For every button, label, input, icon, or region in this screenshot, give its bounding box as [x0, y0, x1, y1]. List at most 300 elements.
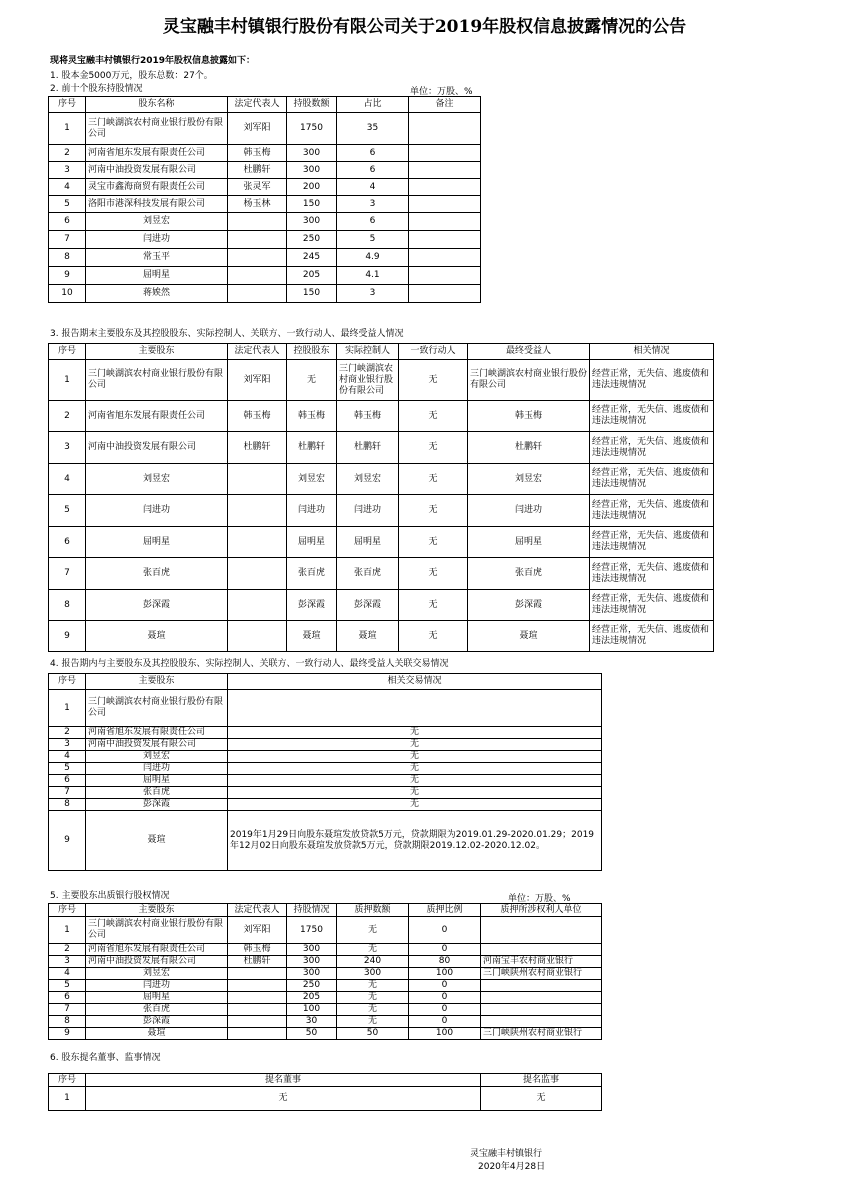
- column-header: 持股数额: [287, 97, 337, 113]
- column-header: 法定代表人: [228, 904, 287, 917]
- table-cell: 无: [337, 1016, 409, 1028]
- table-cell: 刘军阳: [228, 113, 287, 145]
- table-cell: 彭深霞: [468, 590, 590, 621]
- table-cell: 彭深霞: [287, 590, 337, 621]
- table-cell: 1: [49, 360, 86, 401]
- table-cell: 刘昱宏: [287, 464, 337, 495]
- table-cell: 5: [49, 980, 86, 992]
- table-cell: 无: [399, 558, 468, 590]
- table-cell: [409, 285, 481, 303]
- table-cell: 无: [399, 527, 468, 558]
- table-cell: [409, 249, 481, 267]
- table-cell: 刘军阳: [228, 360, 287, 401]
- table-cell: [228, 590, 287, 621]
- table-cell: 无: [228, 727, 602, 739]
- table-cell: 6: [337, 162, 409, 179]
- column-header: 序号: [49, 344, 86, 360]
- table-cell: [228, 1016, 287, 1028]
- table-cell: 杜鹏轩: [228, 956, 287, 968]
- footer-date: 2020年4月28日: [478, 1162, 546, 1172]
- column-header: 相关情况: [590, 344, 714, 360]
- table-cell: 300: [287, 968, 337, 980]
- column-header: 质押数额: [337, 904, 409, 917]
- table-cell: 6: [49, 992, 86, 1004]
- table-cell: 无: [228, 787, 602, 799]
- column-header: 持股情况: [287, 904, 337, 917]
- table-cell: 无: [337, 1004, 409, 1016]
- table-cell: [409, 267, 481, 285]
- section2-title: 2. 前十个股东持股情况: [50, 84, 143, 94]
- table-cell: [409, 162, 481, 179]
- table-cell: 三门峡湖滨农村商业银行股份有限公司: [86, 917, 228, 944]
- table-cell: 7: [49, 231, 86, 249]
- table-cell: 7: [49, 1004, 86, 1016]
- table-cell: 无: [399, 621, 468, 652]
- table-cell: 洛阳市港深科技发展有限公司: [86, 196, 228, 213]
- table-cell: 彭深霞: [86, 799, 228, 811]
- table-row: [49, 727, 602, 739]
- table-cell: 100: [287, 1004, 337, 1016]
- table-cell: [228, 249, 287, 267]
- table-cell: 300: [287, 956, 337, 968]
- table-cell: [481, 980, 602, 992]
- table-row: [49, 249, 481, 267]
- intro-text: 现将灵宝融丰村镇银行2019年股权信息披露如下：: [50, 56, 256, 66]
- table-cell: 6: [337, 213, 409, 231]
- table-cell: 30: [287, 1016, 337, 1028]
- table-cell: 闫进功: [337, 495, 399, 527]
- table-cell: 屈明星: [86, 992, 228, 1004]
- table-cell: 50: [337, 1028, 409, 1040]
- table-row: [49, 968, 602, 980]
- table-cell: 经营正常，无失信、逃废债和违法违规情况: [590, 558, 714, 590]
- table-cell: [228, 980, 287, 992]
- table-cell: 屈明星: [86, 527, 228, 558]
- table-row: [49, 527, 714, 558]
- column-header: 质押比例: [409, 904, 481, 917]
- table-row: [49, 1028, 602, 1040]
- column-header: 相关交易情况: [228, 674, 602, 690]
- share-capital-text: 1. 股本金5000万元，股东总数：27个。: [50, 71, 213, 81]
- table-cell: 杜鹏轩: [228, 432, 287, 464]
- table-cell: 1: [49, 917, 86, 944]
- table-cell: 3: [49, 956, 86, 968]
- table-cell: 9: [49, 811, 86, 871]
- table-cell: 经营正常，无失信、逃废债和违法违规情况: [590, 401, 714, 432]
- table-cell: 35: [337, 113, 409, 145]
- table-cell: 无: [287, 360, 337, 401]
- table-row: [49, 432, 714, 464]
- table-cell: 韩玉梅: [337, 401, 399, 432]
- table-cell: 闫进功: [86, 980, 228, 992]
- table-row: [49, 690, 602, 727]
- column-header: 占比: [337, 97, 409, 113]
- table-cell: [409, 196, 481, 213]
- table-cell: [228, 621, 287, 652]
- table-cell: 240: [337, 956, 409, 968]
- table-cell: 150: [287, 196, 337, 213]
- table-row: [49, 775, 602, 787]
- table-row: [49, 231, 481, 249]
- table-cell: 无: [399, 432, 468, 464]
- table-cell: 1: [49, 690, 86, 727]
- table-cell: 韩玉梅: [287, 401, 337, 432]
- table-cell: 无: [228, 751, 602, 763]
- table-cell: 张百虎: [468, 558, 590, 590]
- table-cell: 韩玉梅: [228, 944, 287, 956]
- table-row: [49, 739, 602, 751]
- table-row: [49, 360, 714, 401]
- table-cell: [409, 213, 481, 231]
- section6-title: 6. 股东提名董事、监事情况: [50, 1053, 161, 1063]
- table-cell: 7: [49, 558, 86, 590]
- table-row: [49, 558, 714, 590]
- table-row: [49, 113, 481, 145]
- table-cell: 经营正常，无失信、逃废债和违法违规情况: [590, 432, 714, 464]
- table-row: [49, 1016, 602, 1028]
- table-cell: 9: [49, 621, 86, 652]
- table-cell: 7: [49, 787, 86, 799]
- table-cell: 1: [49, 1087, 86, 1111]
- table-row: [49, 196, 481, 213]
- table-cell: 3: [337, 196, 409, 213]
- table-cell: 2: [49, 401, 86, 432]
- table-cell: 三门峡湖滨农村商业银行股份有限公司: [468, 360, 590, 401]
- column-header: 序号: [49, 674, 86, 690]
- table-cell: 闫进功: [86, 231, 228, 249]
- table-cell: 2: [49, 727, 86, 739]
- table-cell: 张百虎: [287, 558, 337, 590]
- table-cell: 245: [287, 249, 337, 267]
- table-cell: 无: [86, 1087, 481, 1111]
- table-cell: 屈明星: [337, 527, 399, 558]
- table-cell: 河南省旭东发展有限责任公司: [86, 727, 228, 739]
- table-cell: 杜鹏轩: [337, 432, 399, 464]
- table-cell: 经营正常，无失信、逃废债和违法违规情况: [590, 360, 714, 401]
- table-row: [49, 285, 481, 303]
- table-cell: 韩玉梅: [468, 401, 590, 432]
- table-cell: 刘昱宏: [86, 464, 228, 495]
- table-cell: 刘昱宏: [86, 968, 228, 980]
- table-cell: [481, 917, 602, 944]
- table-cell: 无: [399, 401, 468, 432]
- table-cell: 100: [409, 1028, 481, 1040]
- table-row: [49, 401, 714, 432]
- table-cell: [228, 1004, 287, 1016]
- table-cell: [228, 690, 602, 727]
- table-cell: [481, 1004, 602, 1016]
- table-cell: 8: [49, 590, 86, 621]
- table-cell: 0: [409, 992, 481, 1004]
- table-cell: 无: [228, 739, 602, 751]
- table-cell: 300: [287, 145, 337, 162]
- table-row: [49, 267, 481, 285]
- table-cell: 刘军阳: [228, 917, 287, 944]
- table-cell: [228, 495, 287, 527]
- table-cell: 蒋娭然: [86, 285, 228, 303]
- table-cell: 80: [409, 956, 481, 968]
- table-row: [49, 464, 714, 495]
- table-cell: [481, 992, 602, 1004]
- table-cell: 无: [337, 917, 409, 944]
- table-cell: 河南中油投资发展有限公司: [86, 956, 228, 968]
- table-cell: 150: [287, 285, 337, 303]
- table-cell: 屈明星: [86, 267, 228, 285]
- table-row: [49, 145, 481, 162]
- nomination-table: [48, 1073, 602, 1111]
- table-cell: 9: [49, 1028, 86, 1040]
- table-row: [49, 162, 481, 179]
- table-cell: 杜鹏轩: [287, 432, 337, 464]
- table-cell: 刘昱宏: [86, 751, 228, 763]
- table-cell: 0: [409, 1016, 481, 1028]
- table-cell: 205: [287, 267, 337, 285]
- table-cell: [409, 179, 481, 196]
- column-header: 控股股东: [287, 344, 337, 360]
- column-header: 质押所涉权利人单位: [481, 904, 602, 917]
- section4-title: 4. 报告期内与主要股东及其控股股东、实际控制人、关联方、一致行动人、最终受益人关联交易情况: [50, 659, 449, 669]
- table-cell: 8: [49, 799, 86, 811]
- section2-unit: 单位：万股、%: [410, 87, 473, 97]
- table-cell: 闫进功: [86, 763, 228, 775]
- table-cell: 三门峡湖滨农村商业银行股份有限公司: [86, 113, 228, 145]
- table-cell: [228, 992, 287, 1004]
- pledge-table: [48, 903, 602, 1040]
- table-cell: 经营正常，无失信、逃废债和违法违规情况: [590, 590, 714, 621]
- table-cell: 100: [409, 968, 481, 980]
- table-row: [49, 799, 602, 811]
- table-row: [49, 763, 602, 775]
- column-header: 备注: [409, 97, 481, 113]
- table-cell: 刘昱宏: [337, 464, 399, 495]
- table-cell: 闫进功: [468, 495, 590, 527]
- table-cell: 4: [49, 968, 86, 980]
- table-cell: 300: [287, 213, 337, 231]
- column-header: 最终受益人: [468, 344, 590, 360]
- table-cell: 河南省旭东发展有限责任公司: [86, 944, 228, 956]
- table-row: [49, 1004, 602, 1016]
- table-cell: 聂瑄: [468, 621, 590, 652]
- table-cell: 河南中油投资发展有限公司: [86, 432, 228, 464]
- table-cell: 无: [337, 944, 409, 956]
- table-cell: 200: [287, 179, 337, 196]
- column-header: 提名监事: [481, 1074, 602, 1087]
- table-row: [49, 917, 602, 944]
- table-cell: [228, 231, 287, 249]
- table-cell: 2: [49, 944, 86, 956]
- table-cell: 杜鹏轩: [228, 162, 287, 179]
- table-cell: 250: [287, 231, 337, 249]
- table-cell: 无: [399, 360, 468, 401]
- table-cell: 三门峡湖滨农村商业银行股份有限公司: [86, 690, 228, 727]
- document-title: 灵宝融丰村镇银行股份有限公司关于2019年股权信息披露情况的公告: [162, 17, 687, 37]
- major-shareholders-table: [48, 343, 714, 652]
- table-cell: 3: [49, 162, 86, 179]
- table-cell: 无: [228, 763, 602, 775]
- table-cell: 韩玉梅: [228, 401, 287, 432]
- column-header: 序号: [49, 1074, 86, 1087]
- table-cell: 8: [49, 1016, 86, 1028]
- table-cell: 4: [49, 464, 86, 495]
- table-cell: 无: [337, 980, 409, 992]
- table-row: [49, 811, 602, 871]
- table-cell: [228, 558, 287, 590]
- table-cell: [228, 1028, 287, 1040]
- table-cell: [228, 285, 287, 303]
- table-cell: 3: [49, 432, 86, 464]
- table-cell: 闫进功: [287, 495, 337, 527]
- table-cell: 300: [337, 968, 409, 980]
- table-cell: 250: [287, 980, 337, 992]
- table-cell: 0: [409, 944, 481, 956]
- table-cell: 无: [399, 590, 468, 621]
- table-cell: 无: [399, 495, 468, 527]
- table-cell: 50: [287, 1028, 337, 1040]
- table-row: [49, 213, 481, 231]
- column-header: 主要股东: [86, 674, 228, 690]
- table-cell: 4: [49, 179, 86, 196]
- table-cell: 无: [337, 992, 409, 1004]
- table-cell: 1750: [287, 113, 337, 145]
- table-cell: 杨玉林: [228, 196, 287, 213]
- table-cell: 1: [49, 113, 86, 145]
- table-cell: 6: [49, 527, 86, 558]
- table-cell: 闫进功: [86, 495, 228, 527]
- table-cell: 6: [337, 145, 409, 162]
- table-cell: 5: [49, 495, 86, 527]
- table-cell: 4: [337, 179, 409, 196]
- table-cell: 0: [409, 917, 481, 944]
- table-cell: 灵宝市鑫海商贸有限责任公司: [86, 179, 228, 196]
- table-cell: 三门峡陕州农村商业银行: [481, 968, 602, 980]
- table-cell: 张灵军: [228, 179, 287, 196]
- table-cell: 300: [287, 944, 337, 956]
- table-cell: [228, 213, 287, 231]
- table-cell: 彭深霞: [86, 1016, 228, 1028]
- table-cell: 5: [49, 763, 86, 775]
- table-row: [49, 179, 481, 196]
- column-header: 股东名称: [86, 97, 228, 113]
- table-cell: 张百虎: [86, 787, 228, 799]
- table-cell: 经营正常，无失信、逃废债和违法违规情况: [590, 464, 714, 495]
- table-cell: 10: [49, 285, 86, 303]
- table-cell: 5: [337, 231, 409, 249]
- table-cell: 3: [49, 739, 86, 751]
- table-cell: 聂瑄: [287, 621, 337, 652]
- table-cell: 经营正常，无失信、逃废债和违法违规情况: [590, 495, 714, 527]
- table-cell: 河南省旭东发展有限责任公司: [86, 145, 228, 162]
- table-row: [49, 980, 602, 992]
- table-cell: 4.9: [337, 249, 409, 267]
- column-header: 实际控制人: [337, 344, 399, 360]
- table-cell: [228, 267, 287, 285]
- table-cell: [481, 1016, 602, 1028]
- table-cell: [409, 145, 481, 162]
- table-cell: 聂瑄: [86, 1028, 228, 1040]
- table-cell: 0: [409, 980, 481, 992]
- column-header: 序号: [49, 904, 86, 917]
- table-cell: 6: [49, 213, 86, 231]
- column-header: 法定代表人: [228, 344, 287, 360]
- table-cell: 彭深霞: [337, 590, 399, 621]
- table-row: [49, 992, 602, 1004]
- table-cell: 2: [49, 145, 86, 162]
- table-cell: 刘昱宏: [86, 213, 228, 231]
- table-cell: 0: [409, 1004, 481, 1016]
- table-cell: 1750: [287, 917, 337, 944]
- section3-title: 3. 报告期末主要股东及其控股股东、实际控制人、关联方、一致行动人、最终受益人情况: [50, 329, 404, 339]
- table-cell: 6: [49, 775, 86, 787]
- table-cell: 4: [49, 751, 86, 763]
- column-header: 主要股东: [86, 904, 228, 917]
- table-cell: 韩玉梅: [228, 145, 287, 162]
- table-cell: 杜鹏轩: [468, 432, 590, 464]
- table-cell: 三门峡湖滨农村商业银行股份有限公司: [86, 360, 228, 401]
- table-row: [49, 495, 714, 527]
- column-header: 主要股东: [86, 344, 228, 360]
- table-row: [49, 621, 714, 652]
- table-cell: [228, 968, 287, 980]
- section5-title: 5. 主要股东出质银行股权情况: [50, 891, 170, 901]
- table-row: [49, 956, 602, 968]
- table-cell: 屈明星: [287, 527, 337, 558]
- column-header: 法定代表人: [228, 97, 287, 113]
- table-cell: 三门峡陕州农村商业银行: [481, 1028, 602, 1040]
- table-cell: 河南宝丰农村商业银行: [481, 956, 602, 968]
- table-cell: 常玉平: [86, 249, 228, 267]
- column-header: 一致行动人: [399, 344, 468, 360]
- table-cell: 屈明星: [468, 527, 590, 558]
- footer-org: 灵宝融丰村镇银行: [470, 1149, 543, 1159]
- table-row: [49, 944, 602, 956]
- table-cell: 张百虎: [86, 1004, 228, 1016]
- table-cell: 9: [49, 267, 86, 285]
- table-cell: 2019年1月29日向股东聂瑄发放贷款5万元，贷款期限为2019.01.29-2020.01.29；2019年12月02日向股东聂瑄发放贷款5万元，贷款期限2019.12.02-2020.12.02。: [228, 811, 602, 871]
- table-cell: 张百虎: [86, 558, 228, 590]
- table-cell: 三门峡湖滨农村商业银行股份有限公司: [337, 360, 399, 401]
- related-transactions-table: [48, 673, 602, 871]
- table-cell: 聂瑄: [86, 811, 228, 871]
- table-cell: 河南中油投资发展有限公司: [86, 739, 228, 751]
- table-cell: [228, 464, 287, 495]
- table-cell: 4.1: [337, 267, 409, 285]
- table-cell: 无: [481, 1087, 602, 1111]
- table-cell: 8: [49, 249, 86, 267]
- table-row: [49, 1087, 602, 1111]
- table-row: [49, 590, 714, 621]
- table-cell: 无: [399, 464, 468, 495]
- table-row: [49, 751, 602, 763]
- table-cell: 经营正常，无失信、逃废债和违法违规情况: [590, 527, 714, 558]
- table-cell: 无: [228, 799, 602, 811]
- table-cell: [409, 231, 481, 249]
- table-cell: 5: [49, 196, 86, 213]
- table-cell: [228, 527, 287, 558]
- table-cell: 300: [287, 162, 337, 179]
- table-row: [49, 787, 602, 799]
- table-cell: [481, 944, 602, 956]
- table-cell: 聂瑄: [337, 621, 399, 652]
- top-ten-shareholders-table: [48, 96, 481, 303]
- section5-unit: 单位：万股、%: [508, 894, 571, 904]
- table-cell: 刘昱宏: [468, 464, 590, 495]
- table-cell: 聂瑄: [86, 621, 228, 652]
- table-cell: 张百虎: [337, 558, 399, 590]
- table-cell: 3: [337, 285, 409, 303]
- column-header: 序号: [49, 97, 86, 113]
- table-cell: 彭深霞: [86, 590, 228, 621]
- table-cell: 河南省旭东发展有限责任公司: [86, 401, 228, 432]
